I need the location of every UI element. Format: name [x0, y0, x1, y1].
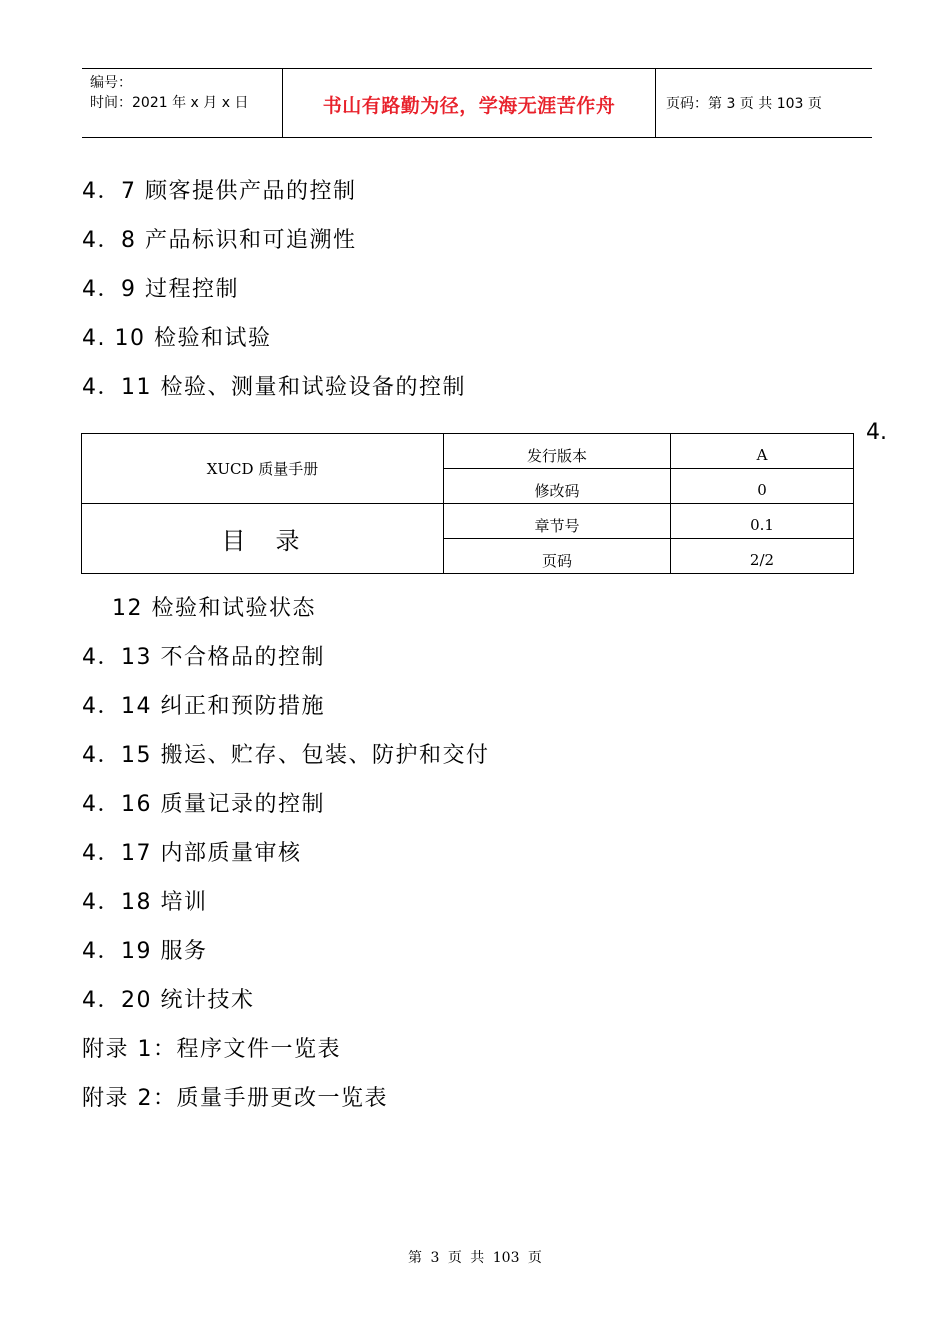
toc-item: 4．7 顾客提供产品的控制: [82, 179, 357, 204]
toc-item: 12 检验和试验状态: [112, 596, 316, 621]
appendix-item: 附录 1：程序文件一览表: [82, 1037, 341, 1062]
toc-item: 4．19 服务: [82, 939, 208, 964]
info-label: 修改码: [444, 469, 671, 504]
header-motto: 书山有路勤为径，学海无涯苦作舟: [322, 95, 616, 117]
info-value: 0.1: [671, 504, 854, 539]
toc-item: 4．11 检验、测量和试验设备的控制: [82, 375, 466, 400]
section-title: 目录: [82, 504, 444, 574]
toc-item: 4．18 培训: [82, 890, 208, 915]
info-label: 发行版本: [444, 434, 671, 469]
doc-time-label: 时间：2021 年 x 月 x 日: [90, 95, 249, 111]
toc-item: 4．16 质量记录的控制: [82, 792, 325, 817]
toc-item: 4. 10 检验和试验: [82, 326, 272, 351]
info-value: A: [671, 434, 854, 469]
header-meta: [90, 73, 248, 113]
header-page-info: 页码：第 3 页 共 103 页: [666, 96, 822, 112]
doc-number-label: 编号：: [90, 75, 132, 91]
info-label: 页码: [444, 539, 671, 574]
appendix-item: 附录 2：质量手册更改一览表: [82, 1086, 388, 1111]
header-divider: [655, 69, 656, 137]
toc-item: 4．17 内部质量审核: [82, 841, 302, 866]
toc-item: 4．13 不合格品的控制: [82, 645, 325, 670]
info-value: 2/2: [671, 539, 854, 574]
toc-item: 4．9 过程控制: [82, 277, 239, 302]
info-value: 0: [671, 469, 854, 504]
toc-item: 4．20 统计技术: [82, 988, 255, 1013]
info-label: 章节号: [444, 504, 671, 539]
toc-item: 4．8 产品标识和可追溯性: [82, 228, 357, 253]
page-footer: 第 3 页 共 103 页: [408, 1250, 542, 1266]
toc-item: 4．14 纠正和预防措施: [82, 694, 325, 719]
page-header: [82, 68, 872, 138]
manual-info-table: [81, 433, 854, 574]
toc-item-fragment: 4.: [866, 420, 887, 445]
manual-title: XUCD 质量手册: [82, 434, 444, 504]
toc-item: 4．15 搬运、贮存、包装、防护和交付: [82, 743, 490, 768]
